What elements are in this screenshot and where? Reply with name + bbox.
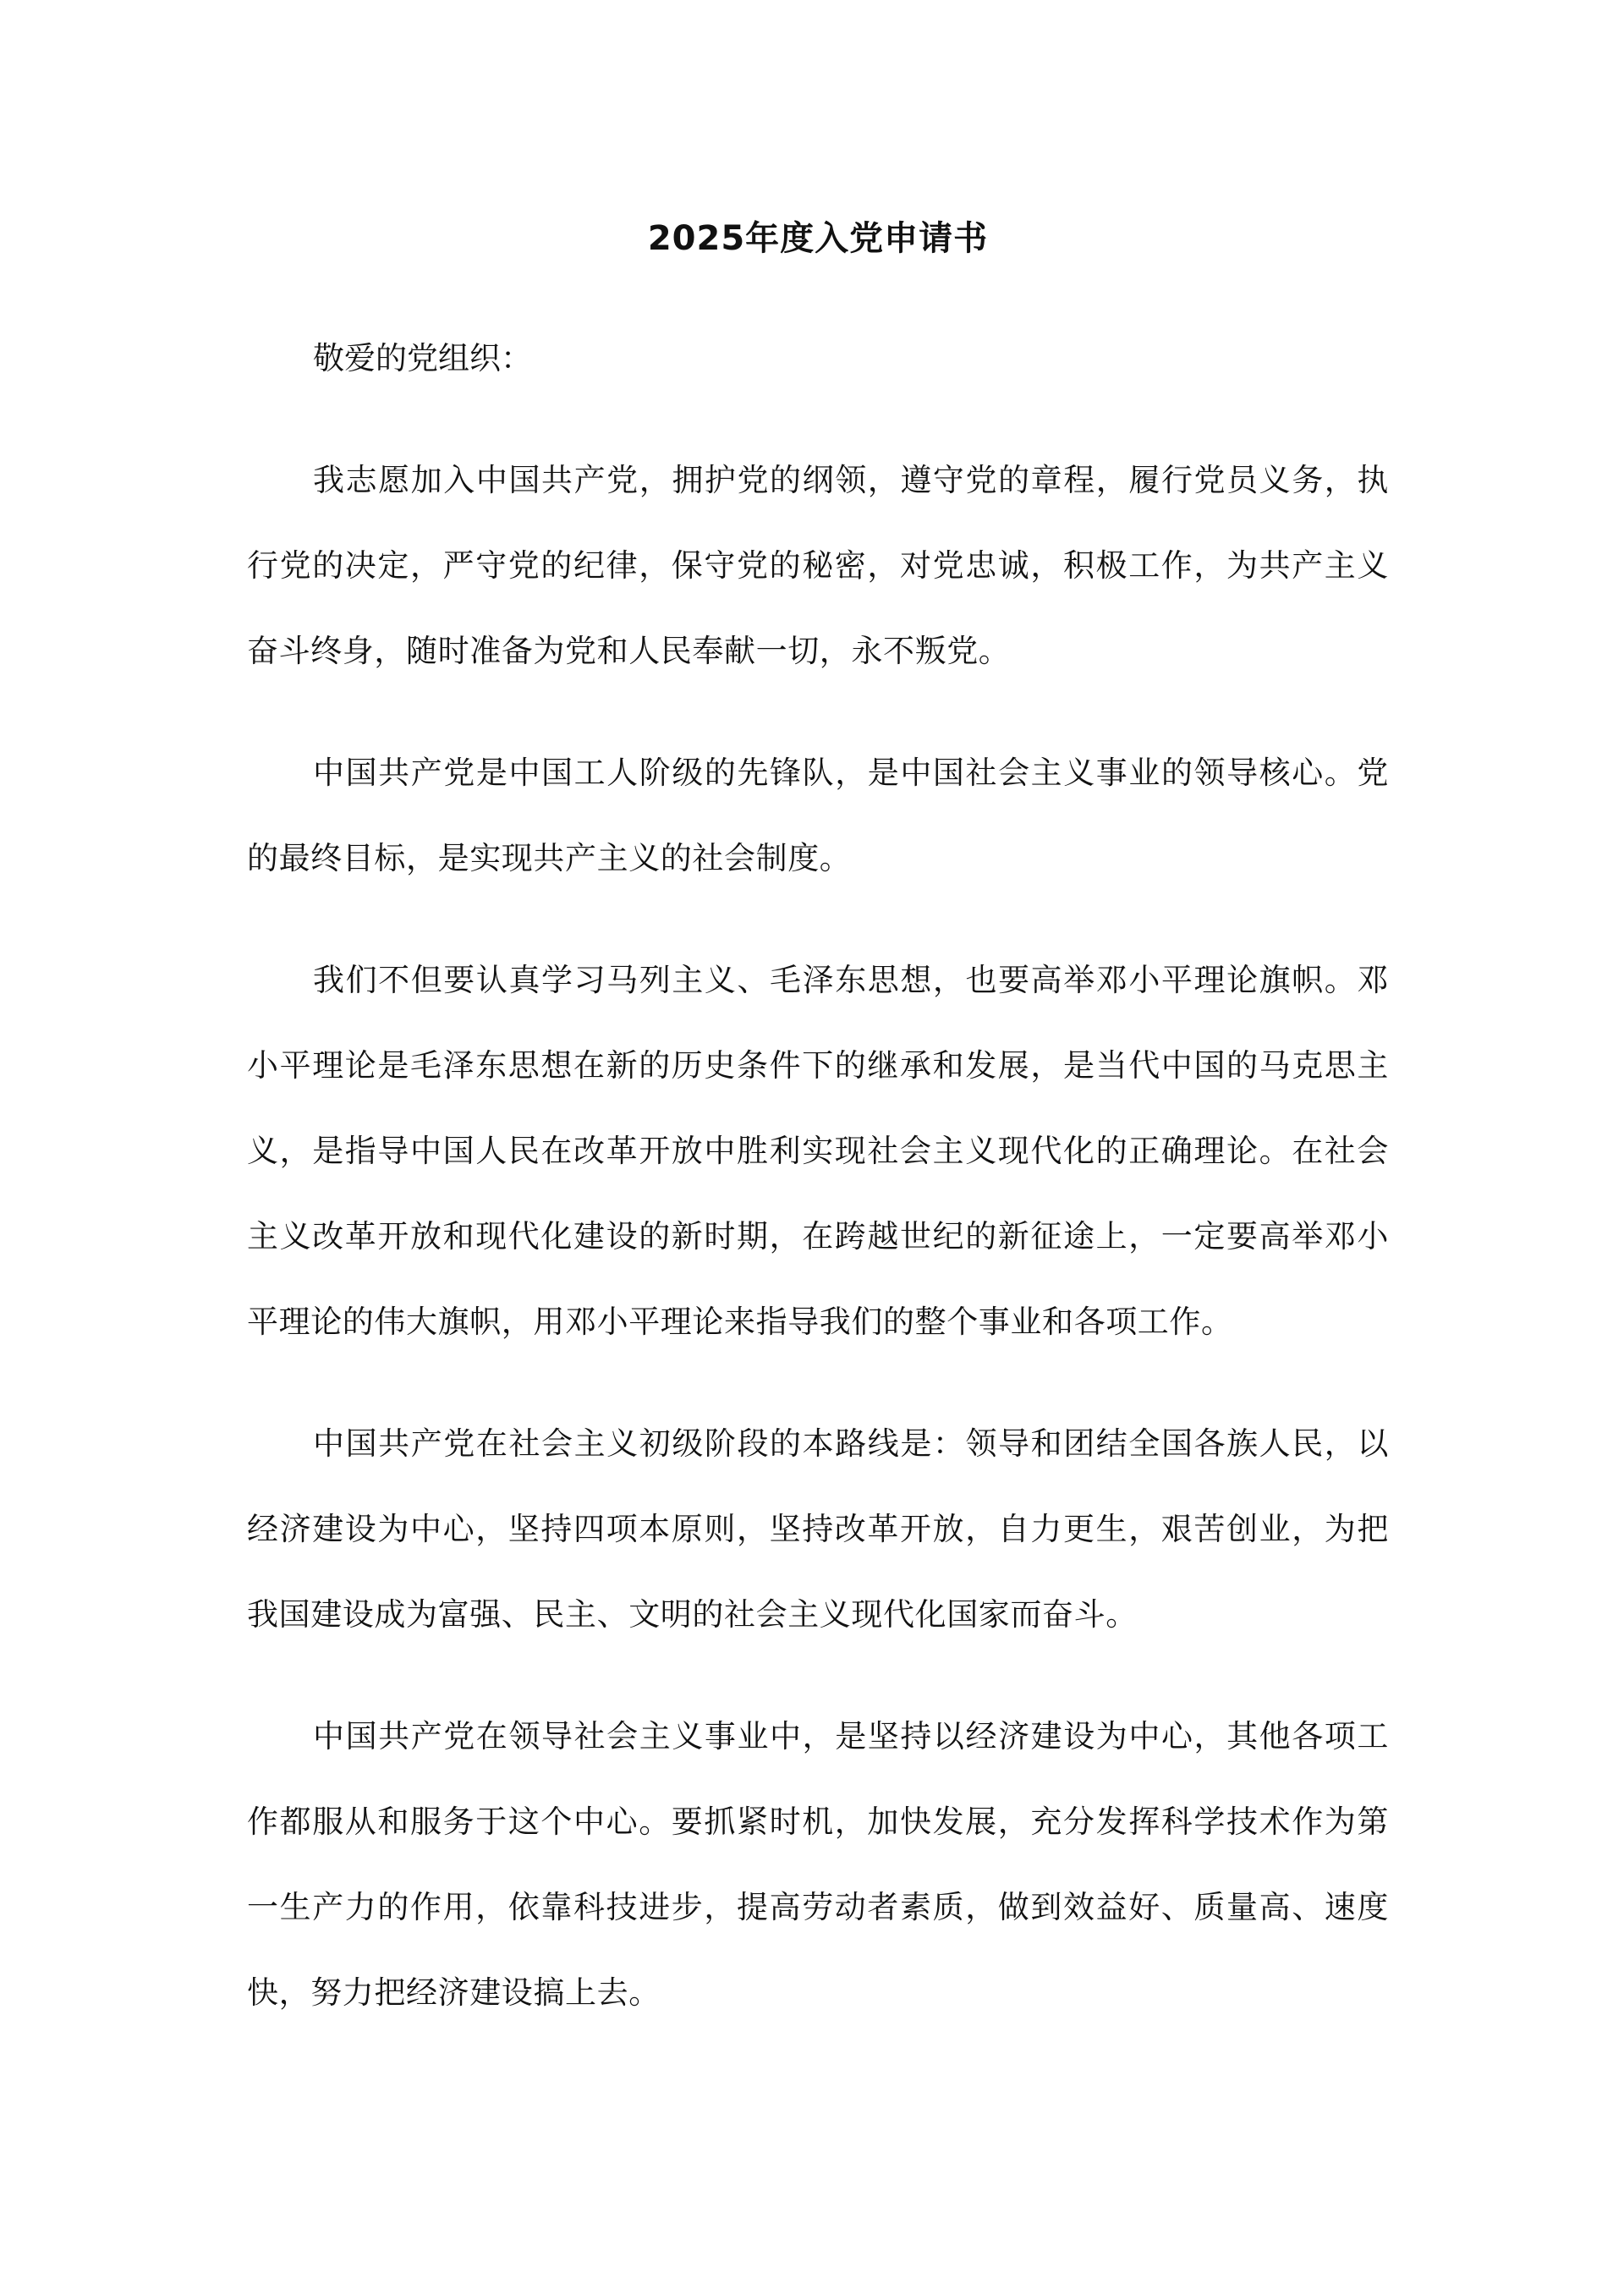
paragraph-2: 中国共产党是中国工人阶级的先锋队，是中国社会主义事业的领导核心。党的最终目标，是实现共产主义的社会制度。 <box>247 755 1389 876</box>
paragraph-1: 我志愿加入中国共产党，拥护党的纲领，遵守党的章程，履行党员义务，执行党的决定，严守党的纪律，保守党的秘密，对党忠诚，积极工作，为共产主义奋斗终身，随时准备为党和人民奉献一切，永不叛党。 <box>247 462 1389 669</box>
document-title: 2025年度入党申请书 <box>647 219 989 258</box>
paragraph-3: 我们不但要认真学习马列主义、毛泽东思想，也要高举邓小平理论旗帜。邓小平理论是毛泽东思想在新的历史条件下的继承和发展，是当代中国的马克思主义，是指导中国人民在改革开放中胜利实现社会主义现代化的正确理论。在社会主义改革开放和现代化建设的新时期，在跨越世纪的新征途上，一定要高举邓小平理论的伟大旗帜，用邓小平理论来指导我们的整个事业和各项工作。 <box>247 962 1389 1340</box>
document-body <box>247 211 1389 2072</box>
greeting-line: 敬爱的党组织： <box>313 340 532 376</box>
paragraph-4: 中国共产党在社会主义初级阶段的本路线是：领导和团结全国各族人民，以经济建设为中心，坚持四项本原则，坚持改革开放，自力更生，艰苦创业，为把我国建设成为富强、民主、文明的社会主义现代化国家而奋斗。 <box>247 1425 1389 1633</box>
paragraph-5: 中国共产党在领导社会主义事业中，是坚持以经济建设为中心，其他各项工作都服从和服务于这个中心。要抓紧时机，加快发展，充分发挥科学技术作为第一生产力的作用，依靠科技进步，提高劳动者素质，做到效益好、质量高、速度快，努力把经济建设搞上去。 <box>247 1718 1389 2011</box>
